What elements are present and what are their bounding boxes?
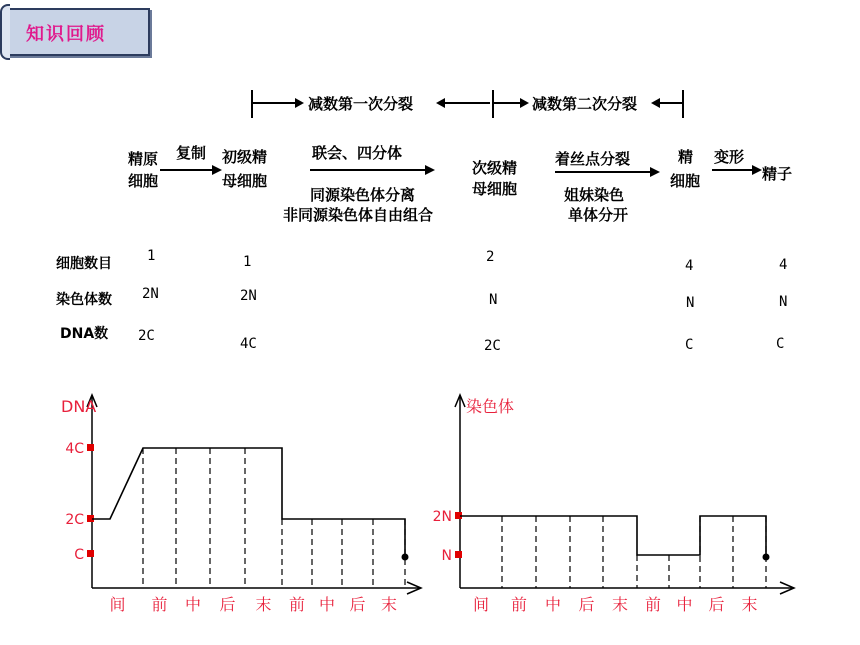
end-point xyxy=(402,554,409,561)
chrom-count-5: N xyxy=(779,294,788,310)
cell-primary-1: 初级精 xyxy=(222,148,268,166)
x-stage-label: 后 xyxy=(708,595,725,614)
y-tick-mark xyxy=(455,551,462,558)
cell-count-5: 4 xyxy=(779,257,788,273)
label-synapsis: 联会、四分体 xyxy=(312,144,403,162)
phase-second: 减数第二次分裂 xyxy=(532,95,638,113)
y-tick-label: N xyxy=(441,548,452,564)
y-axis-label: DNA xyxy=(61,397,97,416)
chrom-count-1: 2N xyxy=(142,286,159,302)
label-homolog-separate: 同源染色体分离 xyxy=(310,186,416,204)
label-centromere-split: 着丝点分裂 xyxy=(555,150,631,168)
x-stage-label: 间 xyxy=(472,595,490,614)
x-stage-label: 末 xyxy=(741,595,758,614)
cell-secondary-1: 次级精 xyxy=(472,159,518,177)
cell-count-1: 1 xyxy=(147,248,156,264)
dna-chart xyxy=(55,385,430,625)
y-tick-mark xyxy=(87,444,94,451)
data-line xyxy=(92,448,405,554)
chrom-count-4: N xyxy=(686,295,695,311)
x-stage-label: 后 xyxy=(578,595,595,614)
cell-spermatid-2: 细胞 xyxy=(670,172,701,190)
chromosome-chart xyxy=(428,385,803,625)
cell-spermatogonium-1: 精原 xyxy=(128,150,159,168)
cell-count-4: 4 xyxy=(685,258,694,274)
x-stage-label: 间 xyxy=(109,595,126,614)
y-tick-label: 4C xyxy=(65,441,84,457)
label-sister-chromatid-2: 单体分开 xyxy=(568,206,629,224)
x-stage-label: 前 xyxy=(510,595,528,614)
x-stage-label: 末 xyxy=(611,595,629,614)
label-transform: 变形 xyxy=(714,148,745,166)
cell-secondary-2: 母细胞 xyxy=(472,180,518,198)
phase-first: 减数第一次分裂 xyxy=(308,95,414,113)
badge-title: 知识回顾 xyxy=(26,24,106,45)
cell-spermatogonium-2: 细胞 xyxy=(128,172,159,190)
cell-count-3: 2 xyxy=(486,249,495,265)
x-stage-label: 中 xyxy=(318,595,336,614)
end-point xyxy=(763,554,770,561)
x-stage-label: 中 xyxy=(544,595,562,614)
cell-spermatid-1: 精 xyxy=(678,148,694,166)
x-stage-label: 末 xyxy=(380,595,398,614)
y-axis-label: 染色体 xyxy=(466,397,515,416)
chrom-count-2: 2N xyxy=(240,288,257,304)
chrom-count-3: N xyxy=(489,292,498,308)
cell-sperm: 精子 xyxy=(762,165,793,183)
x-stage-label: 末 xyxy=(255,595,272,614)
y-tick-label: 2C xyxy=(65,512,84,528)
label-replicate: 复制 xyxy=(176,144,207,162)
dna-count-2: 4C xyxy=(240,336,257,352)
y-tick-label: 2N xyxy=(432,509,452,525)
label-independent-assortment: 非同源染色体自由组合 xyxy=(283,206,434,224)
flow-arrows xyxy=(0,0,860,240)
dna-count-4: C xyxy=(685,337,694,353)
dna-count-5: C xyxy=(776,336,785,352)
row-label-cell-count: 细胞数目 xyxy=(56,256,112,272)
row-label-chromosome: 染色体数 xyxy=(56,292,112,308)
x-stage-label: 中 xyxy=(184,595,202,614)
cell-primary-2: 母细胞 xyxy=(222,172,268,190)
row-label-dna: DNA数 xyxy=(60,326,109,342)
y-tick-mark xyxy=(87,550,94,557)
x-stage-label: 前 xyxy=(151,595,168,614)
x-stage-label: 后 xyxy=(219,595,236,614)
y-tick-label: C xyxy=(74,547,84,563)
x-stage-label: 前 xyxy=(288,595,306,614)
cell-count-2: 1 xyxy=(243,254,252,270)
x-stage-label: 后 xyxy=(349,595,366,614)
dna-count-3: 2C xyxy=(484,338,501,354)
x-stage-label: 中 xyxy=(676,595,693,614)
dna-count-1: 2C xyxy=(138,328,155,344)
x-stage-label: 前 xyxy=(644,595,662,614)
data-line xyxy=(460,516,766,555)
label-sister-chromatid-1: 姐妹染色 xyxy=(564,186,625,204)
